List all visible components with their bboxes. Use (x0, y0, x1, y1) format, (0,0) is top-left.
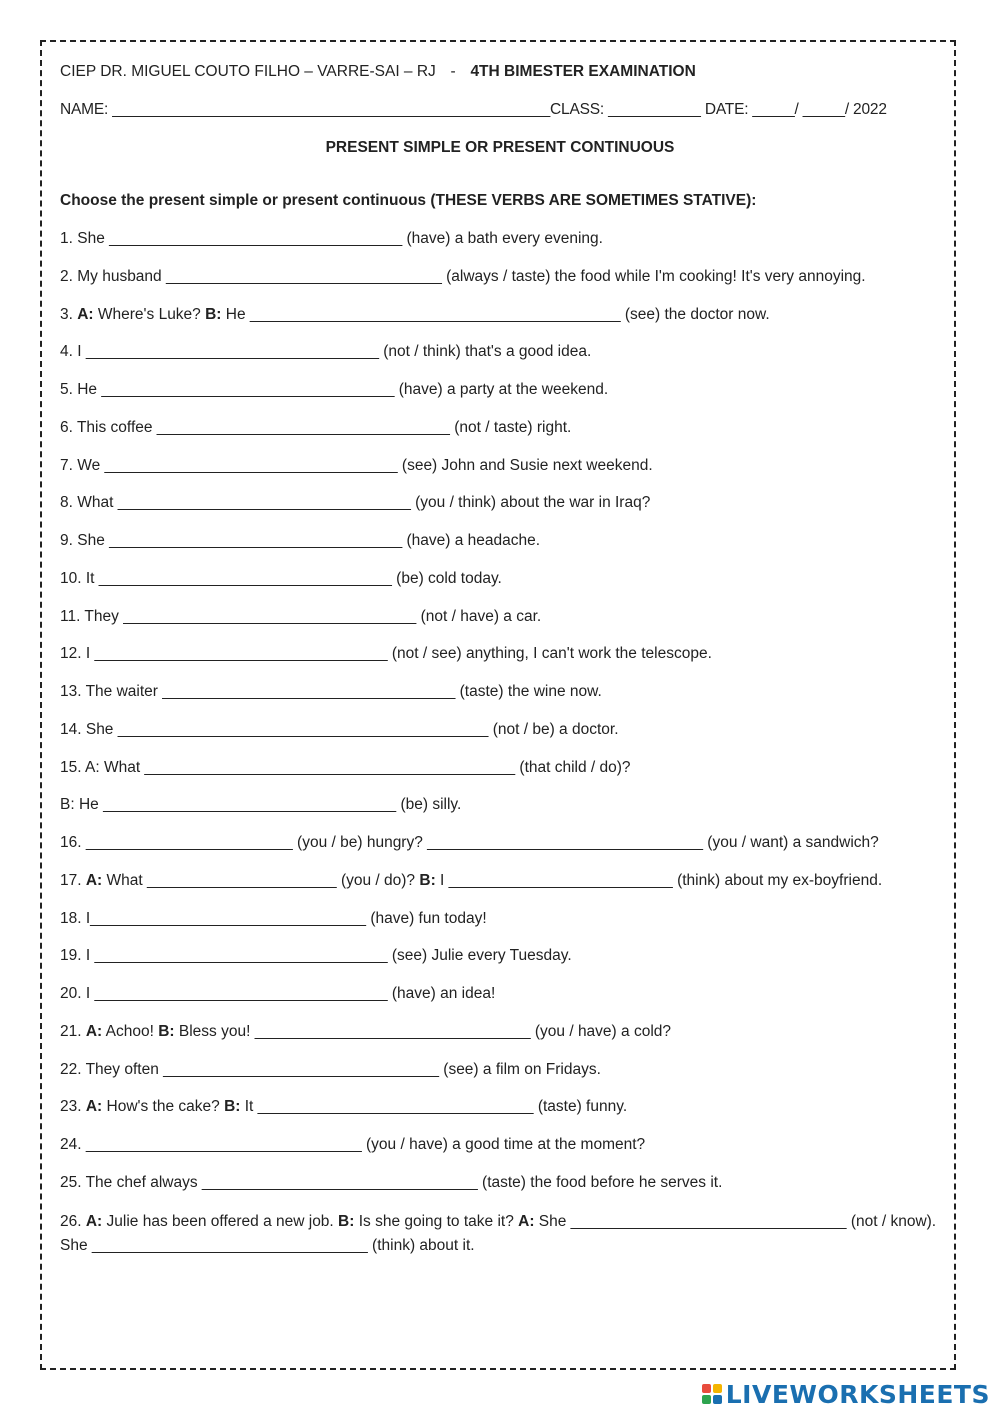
item-text: It ________________________________ (taste) funny. (240, 1098, 628, 1116)
speaker-a-label: A: (85, 871, 103, 889)
logo-square (713, 1384, 722, 1393)
item-text: 9. She __________________________________ (have) a headache. (60, 532, 541, 549)
exercise-item[interactable] (60, 304, 940, 326)
liveworksheets-logo (702, 1379, 990, 1409)
item-text: Achoo! (102, 1022, 159, 1040)
item-text: She ________________________________ (not / know). She ________________________________ (think) about it. (60, 1213, 937, 1254)
item-text: 21. (60, 1022, 86, 1040)
item-text: 5. He __________________________________ (have) a party at the weekend. (60, 381, 609, 398)
speaker-a-label: A: (85, 1213, 103, 1230)
exercise-item[interactable] (60, 266, 940, 288)
item-text: 19. I __________________________________ (see) Julie every Tuesday. (60, 947, 572, 965)
exercise-item[interactable] (60, 1021, 940, 1043)
school-name: CIEP DR. MIGUEL COUTO FILHO – VARRE-SAI – RJ (60, 63, 436, 80)
item-text: I __________________________ (think) about my ex-boyfriend. (435, 871, 883, 889)
exercise-item[interactable] (60, 1134, 940, 1156)
item-text: 16. ________________________ (you / be) hungry? ________________________________ (you / want) a sandwich? (60, 834, 879, 851)
exercise-item[interactable] (60, 794, 940, 816)
exercise-item[interactable] (60, 1172, 940, 1194)
speaker-a-label: A: (85, 1022, 103, 1040)
item-number: 26. (60, 1213, 86, 1230)
exercise-item[interactable] (60, 492, 940, 514)
item-text: 25. The chef always ________________________________ (taste) the food before he serves it. (60, 1173, 723, 1191)
item-text: 10. It __________________________________ (be) cold today. (60, 569, 502, 587)
item-text: 11. They __________________________________ (not / have) a car. (60, 607, 542, 625)
logo-square (702, 1395, 711, 1404)
exercise-item[interactable] (60, 681, 940, 703)
exercise-item[interactable] (60, 341, 940, 363)
speaker-a-label: A: (77, 305, 94, 323)
exercise-item[interactable] (60, 417, 940, 439)
item-text: Is she going to take it? (354, 1213, 519, 1230)
item-text: How's the cake? (102, 1098, 225, 1116)
speaker-b-label: B: (224, 1098, 241, 1116)
item-text: 3. (60, 305, 78, 323)
exercise-item[interactable] (60, 379, 940, 401)
item-text: 18. I________________________________ (have) fun today! (60, 909, 487, 927)
item-text: 23. (60, 1098, 86, 1116)
item-text: Julie has been offered a new job. (102, 1213, 339, 1230)
item-text: 15. A: What ___________________________________________ (that child / do)? (60, 758, 631, 776)
instructions: Choose the present simple or present continuous (THESE VERBS ARE SOMETIMES STATIVE): (60, 192, 757, 209)
speaker-b-label: B: (205, 305, 222, 323)
header-separator: - (450, 63, 456, 80)
item-text: 2. My husband ________________________________ (always / taste) the food while I'm cooking! It's very annoying. (60, 267, 866, 285)
header-line (60, 61, 940, 83)
speaker-b-label: B: (338, 1213, 355, 1230)
exercise-item[interactable] (60, 228, 940, 250)
item-text: He ___________________________________________ (see) the doctor now. (221, 305, 770, 323)
exercise-item[interactable] (60, 455, 940, 477)
exercise-item[interactable] (60, 945, 940, 967)
logo-square (702, 1384, 711, 1393)
item-text: 1. She __________________________________ (have) a bath every evening. (60, 230, 603, 247)
item-text: 13. The waiter __________________________________ (taste) the wine now. (60, 683, 602, 700)
exercise-item[interactable] (60, 606, 940, 628)
exam-title: 4TH BIMESTER EXAMINATION (470, 63, 696, 80)
speaker-a-label: A: (518, 1213, 535, 1230)
exercise-item[interactable] (60, 1059, 940, 1081)
item-text: B: He __________________________________ (be) silly. (60, 796, 462, 814)
speaker-b-label: B: (158, 1022, 175, 1040)
exercise-item[interactable] (60, 870, 940, 892)
logo-icon (702, 1384, 722, 1404)
exercise-item[interactable] (60, 643, 940, 665)
item-text: 20. I __________________________________ (have) an idea! (60, 985, 496, 1002)
speaker-b-label: B: (419, 871, 436, 889)
name-class-date-line[interactable]: NAME: ____________________________________________________CLASS: ___________ DATE: _____/ _____/ 2022 (60, 101, 887, 118)
item-text: 12. I __________________________________ (not / see) anything, I can't work the telescope. (60, 645, 712, 663)
item-text: 6. This coffee __________________________________ (not / taste) right. (60, 418, 572, 436)
worksheet-title: PRESENT SIMPLE OR PRESENT CONTINUOUS (325, 139, 675, 156)
item-text: 8. What __________________________________ (you / think) about the war in Iraq? (60, 494, 651, 512)
item-text: Bless you! ________________________________ (you / have) a cold? (174, 1022, 672, 1040)
exercise-item[interactable] (60, 1096, 940, 1118)
speaker-a-label: A: (85, 1098, 103, 1116)
exercise-item[interactable] (60, 568, 940, 590)
item-text: 4. I __________________________________ (not / think) that's a good idea. (60, 343, 592, 361)
exercise-item[interactable] (60, 908, 940, 930)
exercise-item-26[interactable] (60, 1210, 940, 1258)
item-text: What ______________________ (you / do)? (102, 871, 420, 889)
exercise-item[interactable] (60, 530, 940, 552)
item-text: 7. We __________________________________ (see) John and Susie next weekend. (60, 456, 653, 474)
logo-square (713, 1395, 722, 1404)
item-text: 17. (60, 871, 86, 889)
item-text: 24. ________________________________ (you / have) a good time at the moment? (60, 1136, 646, 1153)
exercise-item[interactable] (60, 757, 940, 779)
item-text: Where's Luke? (93, 305, 206, 323)
exercise-item[interactable] (60, 983, 940, 1005)
logo-text: LIVEWORKSHEETS (725, 1379, 990, 1409)
item-text: 14. She ___________________________________________ (not / be) a doctor. (60, 720, 619, 738)
exercise-item[interactable] (60, 719, 940, 741)
item-text: 22. They often ________________________________ (see) a film on Fridays. (60, 1060, 601, 1078)
exercise-item[interactable] (60, 832, 940, 854)
